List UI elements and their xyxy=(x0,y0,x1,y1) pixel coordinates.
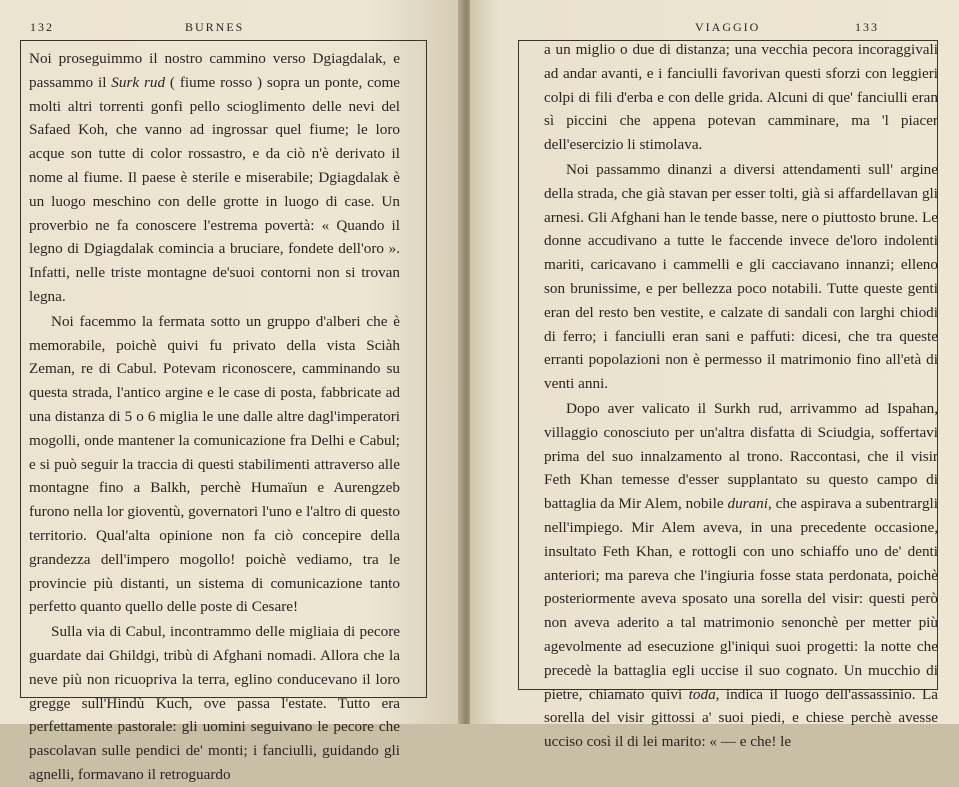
right-page xyxy=(470,0,959,751)
paragraph: a un miglio o due di distanza; una vecchia pecora incoraggivali ad andar avanti, e i fanciulli favorivan questi sforzi con leggieri colpi di fili d'erba e con delle grida. Alcuni di que' fanciulli eran sì piccini che appena potevan camminare, ma 'l piacer dell'esercizio li stimolava. xyxy=(544,41,938,154)
paragraph: Noi passammo dinanzi a diversi attendamenti sull' argine della strada, che già stavan per esser tolti, già si affardellavan gli arnesi. Gli Afghani han le tende basse, nere o piuttosto brune. Le donne accudivano a tutte le faccende invece de'loro indolenti mariti, caricavano i cammelli e gli cacciavano innanzi; elleno son brunissime, e per bellezza poco notabili. Tutte queste genti eran del resto ben vestite, e calzate di sandali con larghi chiodi di ferro; i fanciulli eran sani e paffuti: dicesi, che tra queste erranti popolazioni non è permesso il matrimonio fino all'età di venti anni. xyxy=(544,160,938,393)
page-number: 132 xyxy=(30,20,54,34)
running-title: BURNES xyxy=(185,20,245,34)
italic-term: durani xyxy=(727,495,768,513)
body-text xyxy=(29,47,400,787)
paragraph: Sulla via di Cabul, incontrammo delle migliaia di pecore guardate dai Ghildgi, tribù di Afghani nomadi. Allora che la neve più non ricuopriva la terra, eglino conducevano il loro gregge sull'Hindù Kuch, ove passa l'estate. Tutto era perfettamente pastorale: gli uomini seguivano le pecore che pascolavan sulle pendici de' monti; i fanciulli, guidando gli agnelli, formavano il retroguardo xyxy=(29,623,400,783)
paragraph: Dopo aver valicato il Surkh rud, arrivammo ad Ispahan, villaggio conosciuto per un'altra disfatta di Sciudgia, soffertavi prima del suo innalzamento al trono. Raccontasi, che il visir Feth Khan temesse d'esser supplantato su questo campo di battaglia da Mir Alem, nobile durani, che aspirava a subentrargli nell'impiego. Mir Alem aveva, in una precedente occasione, insultato Feth Khan, e rottogli con uno schiaffo uno de' denti anteriori; ma pareva che l'ingiuria fosse stata perdonata, poichè posteriormente aveva sposato una sorella del visir: questi però non aveva aderito a tal matrimonio senonchè per metter più agevolmente ad esecuzione gl'iniqui suoi progetti: la notte che precedè la battaglia egli uccise il suo cognato. Un mucchio di pietre, chiamato quivi toda, indica il luogo dell'assassinio. La sorella del visir gittossi a' suoi piedi, e chiese perchè avesse ucciso così il di lei marito: « — e che! le xyxy=(544,399,939,751)
paragraph: Noi proseguimmo il nostro cammino verso Dgiagdalak, e passammo il Surk rud ( fiume rosso ) sopra un ponte, come molti altri torrenti gonfi pello scioglimento delle nevi del Safaed Koh, che vanno ad ingrossar quel fiume; le loro acque son tutte di color rossastro, e da ciò n'è derivato il nome al fiume. Il paese è sterile e miserabile; Dgiagdalak è un luogo meschino con delle grotte in luogo di case. Un proverbio ne fa conoscere l'estrema povertà: « Quando il legno di Dgiagdalak comincia a bruciare, fondete dell'oro ». Infatti, nelle triste montagne de'suoi contorni non si trovan legna. xyxy=(29,50,400,305)
running-title: VIAGGIO xyxy=(695,20,761,34)
paragraph: Noi facemmo la fermata sotto un gruppo d'alberi che è memorabile, poichè quivi fu privato della vista Sciàh Zeman, re di Cabul. Potevam riconoscere, camminando su questa strada, l'antico argine e le case di posta, fabbricate ad una distanza di 5 o 6 miglia le une dalle altre dagl'imperatori mogolli, onde mantener la comunicazione fra Delhi e Cabul; e si può seguir la traccia di questi stabilimenti attraverso alle montagne fino a Balkh, perchè Humaïun e Aurengzeb furono nella lor gioventù, governatori l'uno e l'altro di questo territorio. Qual'alta opinione non fa ciò concepire della grandezza dell'impero mogollo! poichè vediamo, tra le provincie più distanti, un sistema di comunicazione tanto perfetto quanto quello delle poste di Cesare! xyxy=(29,312,400,616)
italic-term: toda xyxy=(688,685,716,703)
body-text xyxy=(544,38,938,754)
left-page xyxy=(0,0,462,783)
italic-term: Surk rud xyxy=(111,73,166,91)
page-number: 133 xyxy=(855,20,879,34)
